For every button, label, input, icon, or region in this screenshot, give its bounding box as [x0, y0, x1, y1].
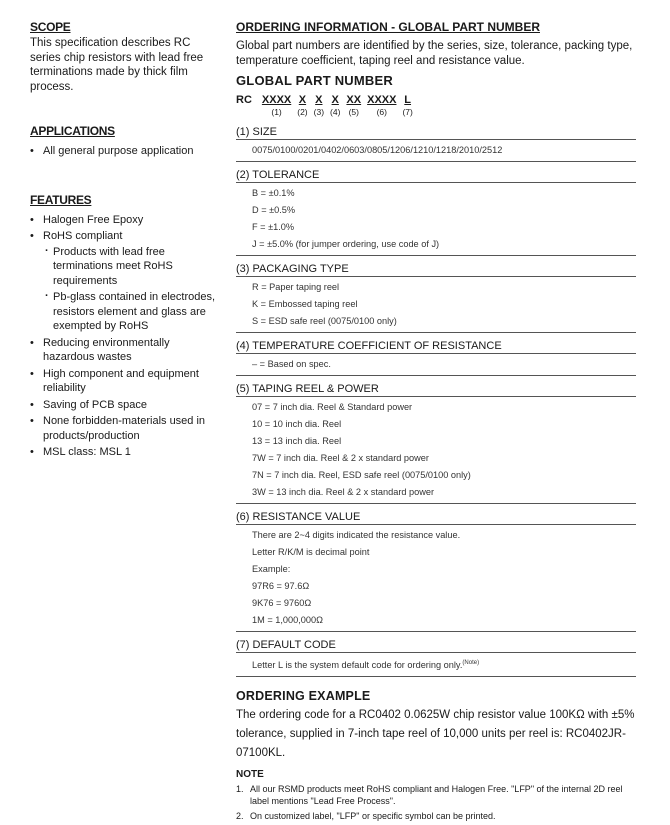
- field-heading: (6) RESISTANCE VALUE: [236, 511, 361, 523]
- field-line: 1M = 1,000,000Ω: [252, 615, 323, 625]
- field-heading: (5) TAPING REEL & POWER: [236, 383, 379, 395]
- pn-index: (2): [297, 107, 308, 117]
- list-item: • High component and equipment reliability: [30, 367, 220, 396]
- list-item-label: RoHS compliant: [43, 230, 123, 242]
- field-line: 7W = 7 inch dia. Reel & 2 x standard power: [252, 453, 429, 463]
- note-heading: NOTE: [236, 769, 264, 781]
- scope-text: This specification describes RC series chip resistors with lead free terminations made by thick film process.: [30, 37, 204, 93]
- field-line: There are 2~4 digits indicated the resistance value.: [252, 530, 461, 540]
- part-number-prefix: RC: [236, 94, 252, 106]
- left-column: [30, 20, 220, 462]
- features-heading: FEATURES: [30, 192, 92, 207]
- field-line: R = Paper taping reel: [252, 282, 340, 292]
- pn-group: [346, 94, 361, 117]
- field-line: 0075/0100/0201/0402/0603/0805/1206/1210/1218/2010/2512: [252, 145, 503, 155]
- note-item: [236, 783, 636, 807]
- pn-group: [367, 94, 396, 117]
- pn-index: (6): [376, 107, 387, 117]
- list-item: • Reducing environmentally hazardous wastes: [30, 336, 220, 365]
- field-line: 07 = 7 inch dia. Reel & Standard power: [252, 402, 413, 412]
- field-line: Example:: [252, 564, 291, 574]
- field-line: [252, 655, 636, 674]
- notes-list: [236, 783, 636, 822]
- list-item: • All general purpose application: [30, 144, 220, 159]
- pn-code: XXXX: [261, 94, 292, 106]
- field-values: [236, 276, 636, 333]
- field-values: [236, 353, 636, 376]
- field-line: – = Based on spec.: [252, 359, 331, 369]
- applications-heading: APPLICATIONS: [30, 124, 115, 138]
- rohs-sublist: [43, 245, 220, 334]
- field-packaging: [236, 262, 636, 333]
- field-values: [236, 652, 636, 677]
- list-item: [30, 229, 220, 334]
- pn-index: (5): [348, 107, 359, 117]
- pn-group: [402, 94, 412, 117]
- note-item: [236, 810, 636, 822]
- pn-code: XX: [346, 94, 362, 106]
- field-taping-reel: [236, 382, 636, 504]
- field-values: [236, 524, 636, 632]
- sub-list-item: · Products with lead free terminations meet RoHS requirements: [43, 245, 220, 289]
- field-line: B = ±0.1%: [252, 188, 295, 198]
- field-line: 9K76 = 9760Ω: [252, 598, 312, 608]
- list-item: • None forbidden-materials used in products/production: [30, 414, 220, 443]
- ordering-example-heading: ORDERING EXAMPLE: [236, 689, 371, 704]
- note-superscript: (Note): [462, 660, 480, 666]
- pn-group: [314, 94, 324, 117]
- field-heading: (2) TOLERANCE: [236, 169, 320, 181]
- field-tcr: [236, 339, 636, 376]
- field-line-text: Letter L is the system default code for ordering only.: [252, 660, 463, 671]
- gpn-heading: GLOBAL PART NUMBER: [236, 73, 393, 88]
- note-number: 1.: [236, 784, 244, 795]
- note-text: All our RSMD products meet RoHS compliant and Halogen Free. "LFP" of the internal 2D reel label mentions "Lead Free Process".: [250, 784, 623, 807]
- pn-index: (4): [330, 107, 341, 117]
- field-tolerance: [236, 168, 636, 256]
- note-text: On customized label, "LFP" or specific symbol can be printed.: [250, 811, 496, 822]
- field-values: [236, 396, 636, 504]
- field-line: 13 = 13 inch dia. Reel: [252, 436, 342, 446]
- features-list: [30, 213, 220, 460]
- field-line: S = ESD safe reel (0075/0100 only): [252, 316, 397, 326]
- field-values: [236, 139, 636, 162]
- field-line: 97R6 = 97.6Ω: [252, 581, 310, 591]
- part-number-pattern: [236, 94, 636, 117]
- field-line: D = ±0.5%: [252, 205, 296, 215]
- field-line: J = ±5.0% (for jumper ordering, use code of J): [252, 239, 440, 249]
- ordering-info-title: ORDERING INFORMATION - GLOBAL PART NUMBER: [236, 20, 540, 34]
- list-item: • Saving of PCB space: [30, 398, 220, 413]
- ordering-intro: Global part numbers are identified by the series, size, tolerance, packing type, temperature coefficient, taping reel and resistance value.: [236, 40, 633, 67]
- pn-index: (1): [271, 107, 282, 117]
- pn-index: (7): [402, 107, 413, 117]
- field-line: F = ±1.0%: [252, 222, 295, 232]
- field-heading: (7) DEFAULT CODE: [236, 639, 336, 651]
- field-line: 10 = 10 inch dia. Reel: [252, 419, 342, 429]
- ordering-example-text: The ordering code for a RC0402 0.0625W chip resistor value 100KΩ with ±5% tolerance, supplied in 7-inch tape reel of 10,000 units per reel is: RC0402JR-07100KL.: [236, 709, 635, 760]
- pn-group: [330, 94, 340, 117]
- field-default-code: [236, 638, 636, 677]
- pn-group: [297, 94, 307, 117]
- sub-list-item: · Pb-glass contained in electrodes, resistors element and glass are exempted by RoHS: [43, 290, 220, 334]
- pn-code: X: [298, 94, 307, 106]
- note-number: 2.: [236, 811, 244, 822]
- field-line: Letter R/K/M is decimal point: [252, 547, 370, 557]
- pn-code: X: [315, 94, 323, 106]
- field-size: [236, 125, 636, 162]
- scope-heading: SCOPE: [30, 20, 71, 34]
- pn-code: XXXX: [367, 94, 397, 106]
- field-values: [236, 182, 636, 256]
- right-column: [236, 20, 636, 825]
- field-resistance: [236, 510, 636, 632]
- applications-list: [30, 144, 220, 159]
- field-heading: (3) PACKAGING TYPE: [236, 263, 349, 275]
- field-line: 7N = 7 inch dia. Reel, ESD safe reel (0075/0100 only): [252, 470, 471, 480]
- list-item: • Halogen Free Epoxy: [30, 213, 220, 228]
- field-line: 3W = 13 inch dia. Reel & 2 x standard power: [252, 487, 435, 497]
- pn-group: [262, 94, 291, 117]
- list-item: • MSL class: MSL 1: [30, 445, 220, 460]
- pn-code: X: [331, 94, 339, 106]
- field-heading: (4) TEMPERATURE COEFFICIENT OF RESISTANCE: [236, 340, 502, 352]
- field-line: K = Embossed taping reel: [252, 299, 358, 309]
- pn-index: (3): [313, 107, 325, 117]
- pn-code: L: [404, 94, 412, 106]
- field-heading: (1) SIZE: [236, 126, 277, 138]
